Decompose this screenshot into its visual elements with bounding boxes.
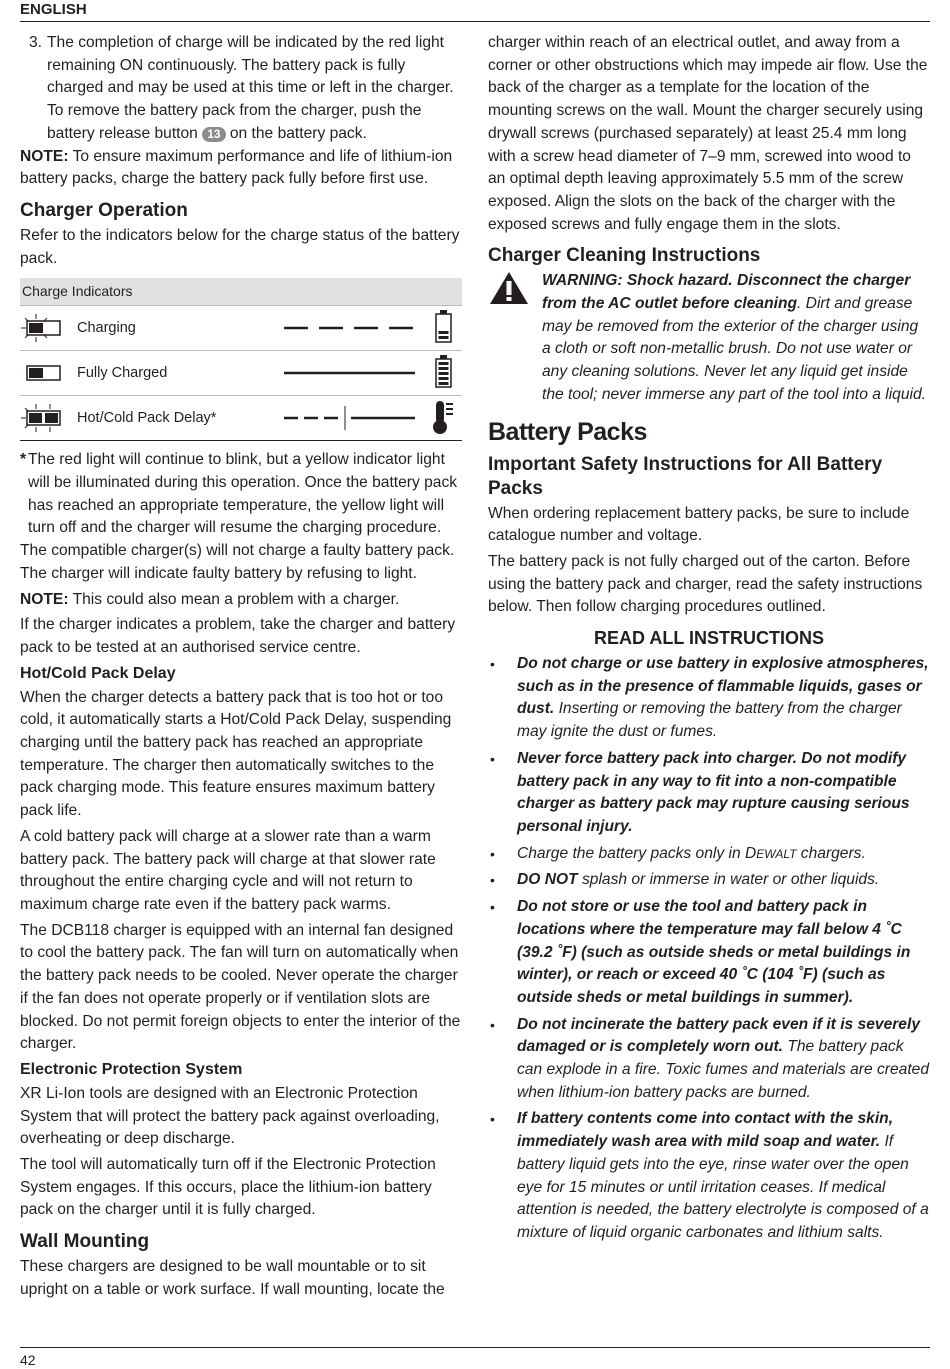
heading-read-all-instructions: READ ALL INSTRUCTIONS <box>593 628 824 649</box>
para-not-charged: The battery pack is not fully charged out of the carton. Before using the battery pack and charger, read the safety instructions below. Then follow charging procedures outlined. <box>488 552 923 616</box>
row-label: Charging <box>77 320 136 337</box>
charger-operation-intro: Refer to the indicators below for the charge status of the battery pack. <box>20 226 460 267</box>
para-wall-mounting-cont: charger within reach of an electrical outlet, and away from a corner or other obstructions which may impede air flow. Use the back of the charger as a template for the location of the mounting screws on the wall. Mount the charger securely using drywall screws (purchased separately) at least 25.4 mm long with a screw head diameter of 7–9 mm, screwed into wood to an optimal depth leaving approximately 5.5 mm of the screw exposed. Align the slots on the back of the charger with the exposed screws and fully engage them in the slots. <box>488 34 928 233</box>
heading-charger-operation: Charger Operation <box>20 199 188 221</box>
footnote-star: * <box>20 451 27 469</box>
warning-bold-text: WARNING: Shock hazard. Disconnect the charger from the AC outlet before cleaning <box>542 272 911 313</box>
right-column <box>488 32 930 1249</box>
para-hot-cold-2: A cold battery pack will charge at a slower rate than a warm battery pack. The battery pack will charge at that slower rate throughout the entire charging cycle and will not return to maximum charge rate even if the battery pack warms. <box>20 827 436 913</box>
row-label: Fully Charged <box>77 365 168 382</box>
steady-light-icon <box>20 351 64 395</box>
list-item: • If battery contents come into contact with the skin, immediately wash area with mild soap and water. If battery liquid gets into the eye, rinse water over the open eye for 15 minutes or until irritation ceases. If medical attention is needed, the battery electrolyte is composed of a mixture of liquid organic carbonates and lithium salts. <box>490 1110 929 1241</box>
note-charger-problem: NOTE: This could also mean a problem with a charger. <box>20 590 400 608</box>
para-ordering: When ordering replacement battery packs, be sure to include catalogue number and voltage. <box>488 504 910 545</box>
para-eps-2: The tool will automatically turn off if the Electronic Protection System engages. If this occurs, place the lithium-ion battery pack on the charger until it is fully charged. <box>20 1156 436 1219</box>
heading-battery-packs: Battery Packs <box>488 417 647 446</box>
dash-then-solid-pattern-icon <box>282 396 422 440</box>
step-3 <box>20 32 462 146</box>
para-faulty-battery: The compatible charger(s) will not charge a faulty battery pack. The charger will indicate faulty battery by refusing to light. <box>20 542 455 582</box>
note-label: NOTE: <box>20 590 69 608</box>
left-column <box>20 32 462 1305</box>
page-number: 42 <box>20 1352 36 1368</box>
table-header: Charge Indicators <box>20 278 462 305</box>
double-blinking-light-icon <box>20 396 64 440</box>
para-wall-mounting: These chargers are designed to be wall mountable or to sit upright on a table or work surface. If wall mounting, locate the <box>20 1258 445 1298</box>
solid-pattern-icon <box>282 351 422 395</box>
table-row-charging <box>20 305 462 350</box>
list-item: • DO NOT splash or immerse in water or other liquids. <box>490 871 880 889</box>
list-item: • Never force battery pack into charger. Do not modify battery pack in any way to fit into a non-compatible charger as battery pack may rupture causing serious personal injury. <box>490 749 910 835</box>
battery-full-icon <box>433 351 455 395</box>
page-header <box>20 0 930 22</box>
list-item: • Do not incinerate the battery pack even if it is severely damaged or is completely worn out. The battery pack can explode in a fire. Toxic fumes and materials are created when lithium-ion battery packs are burned. <box>490 1015 930 1101</box>
list-item: • Do not store or use the tool and battery pack in locations where the temperature may fall below 4 ˚C (39.2 ˚F) (such as outside sheds or metal buildings in winter), or reach or exceed 40 ˚C (104 ˚F) (such as outside sheds or metal buildings in summer). <box>490 898 911 1006</box>
footnote-text: The red light will continue to blink, but a yellow indicator light will be illuminated during this operation. Once the battery pack has reached an appropriate temperature, the yellow light will turn off and the charger will resume the charging procedure. <box>28 451 458 537</box>
warning-text: . Dirt and grease may be removed from the exterior of the charger using a cloth or soft non-metallic brush. Do not use water or any cleaning solutions. Never let any liquid get inside the tool; never immerse any part of the tool into a liquid. <box>542 295 926 403</box>
note-label: NOTE: <box>20 147 69 165</box>
brand-name: EWALT <box>756 846 797 861</box>
callout-badge-13: 13 <box>202 127 225 142</box>
heading-wall-mounting: Wall Mounting <box>20 1231 150 1253</box>
step-3-text: The completion of charge will be indicated by the red light remaining ON continuously. The battery pack is fully charged and may be used at this time or left in the charger. To remove the battery pack from the charger, push the battery release button <box>47 34 454 142</box>
table-row-fully-charged <box>20 350 462 395</box>
language-label: ENGLISH <box>20 1 87 18</box>
warning-shock-hazard <box>488 270 930 406</box>
heading-electronic-protection: Electronic Protection System <box>20 1060 243 1078</box>
para-service-centre: If the charger indicates a problem, take the charger and battery pack to be tested at an authorised service centre. <box>20 616 456 656</box>
row-label: Hot/Cold Pack Delay* <box>77 410 217 427</box>
step-3-text-end: on the battery pack. <box>225 124 367 142</box>
footer-rule <box>20 1347 930 1348</box>
dashed-pattern-icon <box>282 306 422 350</box>
para-hot-cold-3: The DCB118 charger is equipped with an internal fan designed to cool the battery pack. The fan will turn on automatically when the battery pack needs to be cooled. Never operate the charger if the fan does not operate properly or if ventilation slots are blocked. Do not permit foreign objects to enter the interior of the charger. <box>20 921 461 1053</box>
step-number: 3. <box>29 34 43 51</box>
battery-charging-icon <box>433 306 455 350</box>
charge-indicators-table <box>20 278 462 441</box>
para-hot-cold-1: When the charger detects a battery pack that is too hot or too cold, it automatically starts a Hot/Cold Pack Delay, suspending charging until the battery pack has reached an appropriate temperature. The charger then automatically switches to the pack charging mode. This feature ensures maximum battery pack life. <box>20 688 452 820</box>
heading-charger-cleaning: Charger Cleaning Instructions <box>488 245 761 267</box>
warning-icon <box>488 270 530 306</box>
thermometer-icon <box>431 396 457 440</box>
list-item: • Do not charge or use battery in explosive atmospheres, such as in the presence of flammable liquids, gases or dust. Inserting or removing the battery from the charger may ignite the dust or fumes. <box>490 655 929 741</box>
table-footnote <box>20 449 462 540</box>
para-eps-1: XR Li-Ion tools are designed with an Electronic Protection System that will protect the battery pack against overloading, overheating or deep discharge. <box>20 1084 440 1148</box>
table-row-hot-cold-delay <box>20 395 462 440</box>
note-first-use: NOTE: To ensure maximum performance and life of lithium-ion battery packs, charge the battery pack fully before first use. <box>20 147 453 188</box>
heading-important-safety: Important Safety Instructions for All Battery Packs <box>488 453 883 499</box>
heading-hot-cold-delay: Hot/Cold Pack Delay <box>20 664 176 682</box>
list-item: • Charge the battery packs only in DEWALT chargers. <box>490 844 866 862</box>
blinking-light-icon <box>20 306 64 350</box>
